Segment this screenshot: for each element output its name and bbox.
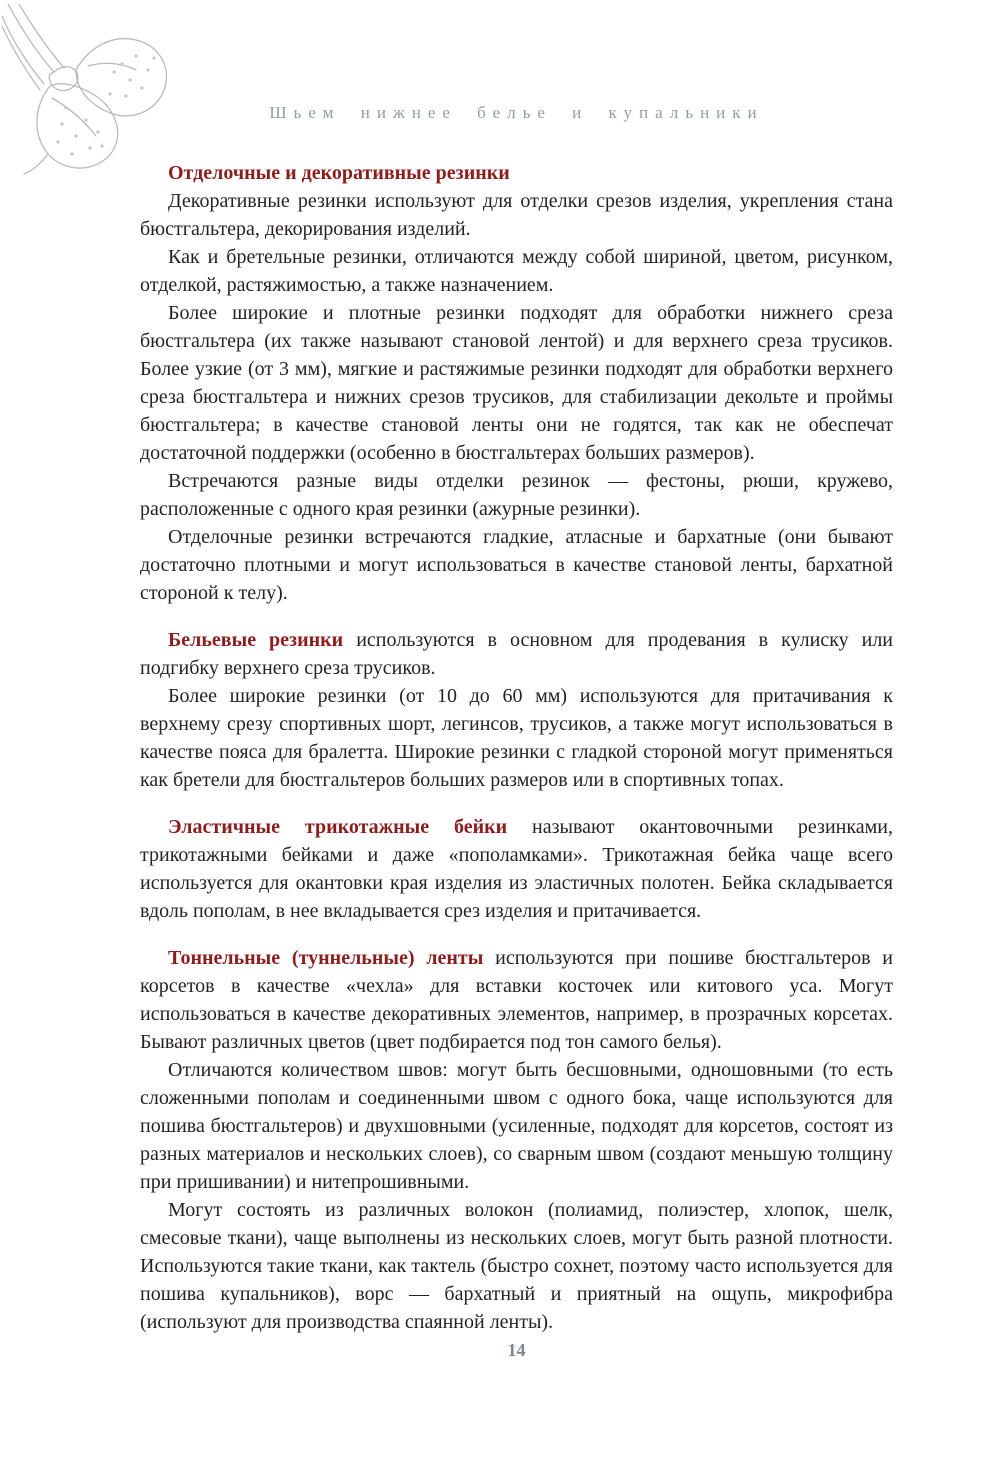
lingerie-sketch-illustration [2, 4, 197, 184]
page-content [140, 159, 893, 1336]
paragraph [140, 467, 893, 523]
paragraph-text: Могут состоять из различных волокон (полиамид, полиэстер, хлопок, шелк, смесовые ткани), чаще выполнены из нескольких слоев, могут быть разной плотности. Используются такие ткани, как тактель (быстро сохнет, поэтому часто используется для пошива купальников), ворс — бархатный и приятный на ощупь, микрофибра (используют для производства спаянной ленты). [140, 1199, 893, 1333]
lingerie-sketch-svg [2, 4, 197, 184]
paragraph-lead: Тоннельные (туннельные) ленты [168, 947, 484, 969]
paragraph-text: используются в основном для продевания в кулиску или подгибку верхнего среза трусиков. [140, 629, 894, 679]
paragraph-text: Встречаются разные виды отделки резинок — фестоны, рюши, кружево, расположенные с одного края резинки (ажурные резинки). [140, 470, 893, 520]
paragraph-text: Более широкие резинки (от 10 до 60 мм) используются для притачивания к верхнему срезу спортивных шорт, легинсов, трусиков, а также могут использоваться в качестве пояса для бралетта. Широкие резинки с гладкой стороной могут применяться как бретели для бюстгальтеров больших размеров или в спортивных топах. [140, 685, 893, 791]
running-header: Шьем нижнее белье и купальники [269, 103, 764, 122]
paragraph [140, 1056, 893, 1196]
paragraph-text: Более широкие и плотные резинки подходят для обработки нижнего среза бюстгальтера (их также называют становой лентой) и для верхнего среза трусиков. Более узкие (от 3 мм), мягкие и растяжимые резинки подходят для обработки верхнего среза бюстгальтера и нижних срезов трусиков, для стабилизации декольте и проймы бюстгальтера; в качестве становой ленты они не годятся, так как не обеспечат достаточной поддержки (особенно в бюстгальтерах больших размеров). [140, 302, 893, 464]
paragraph-text: используются при пошиве бюстгальтеров и корсетов в качестве «чехла» для вставки косточек или китового уса. Могут использоваться в качестве декоративных элементов, например, в прозрачных корсетах. Бывают различных цветов (цвет подбирается под тон самого белья). [140, 947, 893, 1053]
section-heading: Отделочные и декоративные резинки [168, 162, 510, 184]
paragraph [140, 523, 893, 607]
paragraph [140, 1196, 893, 1336]
paragraph [140, 682, 893, 794]
paragraph [140, 813, 893, 925]
paragraph [140, 626, 893, 682]
paragraph-text: Отделочные резинки встречаются гладкие, атласные и бархатные (они бывают достаточно плотными и могут использоваться в качестве становой ленты, бархатной стороной к телу). [140, 526, 893, 604]
paragraph-text: Отличаются количеством швов: могут быть бесшовными, одношовными (то есть сложенными пополам и соединенными швом с одного бока, чаще используются для пошива бюстгальтеров) и двухшовными (усиленные, подходят для корсетов, состоят из разных материалов и нескольких слоев), со сварным швом (создают меньшую толщину при пришивании) и нитепрошивными. [140, 1059, 893, 1193]
paragraph-lead: Бельевые резинки [168, 629, 344, 651]
page-number: 14 [507, 1340, 526, 1360]
paragraph-text: называют окантовочными резинками, трикотажными бейками и даже «пополамками». Трикотажная бейка чаще всего используется для окантовки края изделия из эластичных полотен. Бейка складывается вдоль пополам, в нее вкладывается срез изделия и притачивается. [140, 816, 893, 922]
paragraph [140, 299, 893, 467]
paragraph [140, 243, 893, 299]
paragraph-lead: Эластичные трикотажные бейки [168, 816, 508, 838]
paragraph-text: Как и бретельные резинки, отличаются между собой шириной, цветом, рисунком, отделкой, растяжимостью, а также назначением. [140, 246, 893, 296]
paragraph [140, 944, 893, 1056]
paragraph-text: Декоративные резинки используют для отделки срезов изделия, укрепления стана бюстгальтера, декорирования изделий. [140, 190, 893, 240]
paragraph [140, 187, 893, 243]
